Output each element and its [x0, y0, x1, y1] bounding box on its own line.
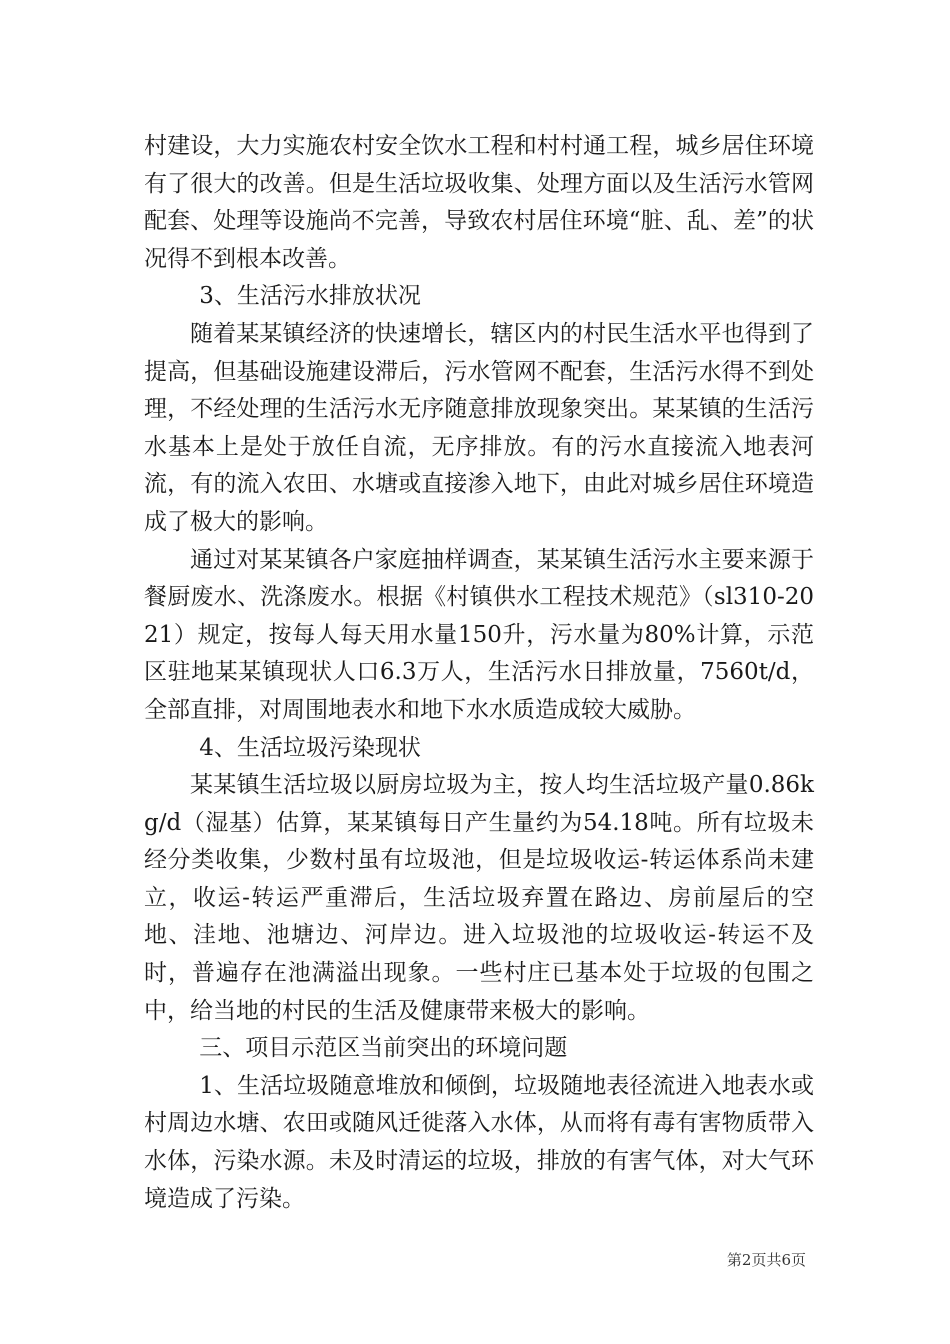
paragraph-continuation: 村建设，大力实施农村安全饮水工程和村村通工程，城乡居住环境有了很大的改善。但是生活垃圾收集、处理方面以及生活污水管网配套、处理等设施尚不完善，导致农村居住环境“脏、乱、差”的状况得不到根本改善。 [144, 133, 814, 272]
document-body [144, 128, 814, 1218]
section-heading-3: 3、生活污水排放状况 [199, 283, 421, 310]
paragraph-sewage-survey: 通过对某某镇各户家庭抽样调查，某某镇生活污水主要来源于餐厨废水、洗涤废水。根据《村镇供水工程技术规范》（sl310-2021）规定，按每人每天用水量150升，污水量为80%计算，示范区驻地某某镇现状人口6.3万人，生活污水日排放量，7560t/d，全部直排，对周围地表水和地下水水质造成较大威胁。 [144, 546, 814, 723]
paragraph-garbage-status: 某某镇生活垃圾以厨房垃圾为主，按人均生活垃圾产量0.86kg/d（湿基）估算，某某镇每日产生量约为54.18吨。所有垃圾未经分类收集，少数村虽有垃圾池，但是垃圾收运-转运体系尚未建立，收运-转运严重滞后，生活垃圾弃置在路边、房前屋后的空地、洼地、池塘边、河岸边。进入垃圾池的垃圾收运-转运不及时，普遍存在池满溢出现象。一些村庄已基本处于垃圾的包围之中，给当地的村民的生活及健康带来极大的影响。 [144, 772, 814, 1024]
paragraph-garbage-problem: 1、生活垃圾随意堆放和倾倒，垃圾随地表径流进入地表水或村周边水塘、农田或随风迁徙落入水体，从而将有毒有害物质带入水体，污染水源。未及时清运的垃圾，排放的有害气体，对大气环境造成了污染。 [144, 1072, 814, 1212]
chapter-heading-3: 三、项目示范区当前突出的环境问题 [199, 1035, 568, 1062]
paragraph-sewage-status: 随着某某镇经济的快速增长，辖区内的村民生活水平也得到了提高，但基础设施建设滞后，污水管网不配套，生活污水得不到处理，不经处理的生活污水无序随意排放现象突出。某某镇的生活污水基本上是处于放任自流，无序排放。有的污水直接流入地表河流，有的流入农田、水塘或直接渗入地下，由此对城乡居住环境造成了极大的影响。 [144, 320, 814, 535]
section-heading-4: 4、生活垃圾污染现状 [199, 734, 421, 761]
page-number: 第2页共6页 [726, 1251, 806, 1269]
